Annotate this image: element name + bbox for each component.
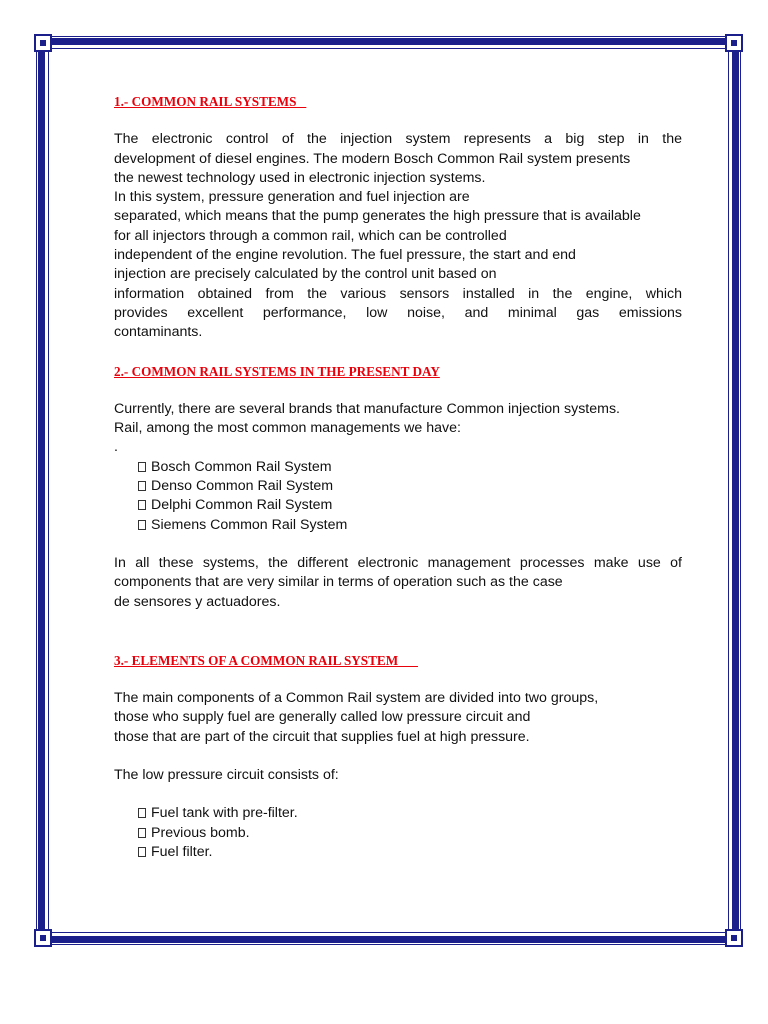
paragraph-line: In this system, pressure generation and fuel injection are — [114, 189, 470, 206]
paragraph-line: contaminants. — [114, 324, 203, 341]
corner-ornament-bottom-right — [725, 929, 743, 947]
paragraph-line: In all these systems, the different electronic management processes make use of — [114, 554, 682, 571]
low-pressure-list — [114, 804, 682, 862]
paragraph-line: the newest technology used in electronic injection systems. — [114, 169, 486, 186]
corner-ornament-bottom-left — [34, 929, 52, 947]
list-item: Denso Common Rail System — [138, 477, 682, 496]
bullet-box-icon — [138, 808, 146, 818]
paragraph-line: Currently, there are several brands that manufacture Common injection systems. — [114, 400, 620, 417]
list-item: Siemens Common Rail System — [138, 516, 682, 535]
section-1-paragraph — [114, 130, 682, 342]
corner-ornament-top-right — [725, 34, 743, 52]
paragraph-line: provides excellent performance, low noise, and minimal gas emissions — [114, 304, 682, 321]
section-2-heading: 2.- COMMON RAIL SYSTEMS IN THE PRESENT DAY — [114, 363, 440, 379]
list-item: Fuel filter. — [138, 843, 682, 862]
list-item: Fuel tank with pre-filter. — [138, 804, 682, 823]
paragraph-line: Rail, among the most common managements we have: — [114, 420, 461, 437]
paragraph-line: The electronic control of the injection system represents a big step in the — [114, 131, 682, 148]
paragraph-line: those who supply fuel are generally called low pressure circuit and — [114, 709, 531, 726]
paragraph-line: components that are very similar in terms of operation such as the case — [114, 574, 563, 591]
section-2-outro — [114, 554, 682, 612]
paragraph-line: independent of the engine revolution. The fuel pressure, the start and end — [114, 247, 576, 264]
paragraph-line: those that are part of the circuit that supplies fuel at high pressure. — [114, 728, 530, 745]
paragraph-line: injection are precisely calculated by the control unit based on — [114, 266, 497, 283]
bullet-box-icon — [138, 481, 146, 491]
section-2-intro — [114, 400, 682, 458]
paragraph-line: . — [114, 439, 118, 456]
paragraph-line: development of diesel engines. The modern Bosch Common Rail system presents — [114, 150, 631, 167]
section-3-intro — [114, 689, 682, 747]
section-1-heading: 1.- COMMON RAIL SYSTEMS — [114, 94, 307, 109]
paragraph-line: separated, which means that the pump generates the high pressure that is available — [114, 208, 641, 225]
list-item: Bosch Common Rail System — [138, 458, 682, 477]
list-item: Delphi Common Rail System — [138, 496, 682, 515]
document-body — [114, 92, 682, 862]
paragraph-line: for all injectors through a common rail, which can be controlled — [114, 227, 507, 244]
paragraph-line: de sensores y actuadores. — [114, 593, 281, 610]
bullet-box-icon — [138, 462, 146, 472]
bullet-box-icon — [138, 847, 146, 857]
bullet-box-icon — [138, 828, 146, 838]
bullet-box-icon — [138, 520, 146, 530]
bullet-box-icon — [138, 500, 146, 510]
section-3-heading: 3.- ELEMENTS OF A COMMON RAIL SYSTEM — [114, 652, 418, 668]
corner-ornament-top-left — [34, 34, 52, 52]
list-item: Previous bomb. — [138, 824, 682, 843]
brand-list — [114, 458, 682, 535]
paragraph-line: information obtained from the various sensors installed in the engine, which — [114, 285, 682, 302]
low-pressure-intro: The low pressure circuit consists of: — [114, 767, 339, 784]
paragraph-line: The main components of a Common Rail system are divided into two groups, — [114, 690, 599, 707]
